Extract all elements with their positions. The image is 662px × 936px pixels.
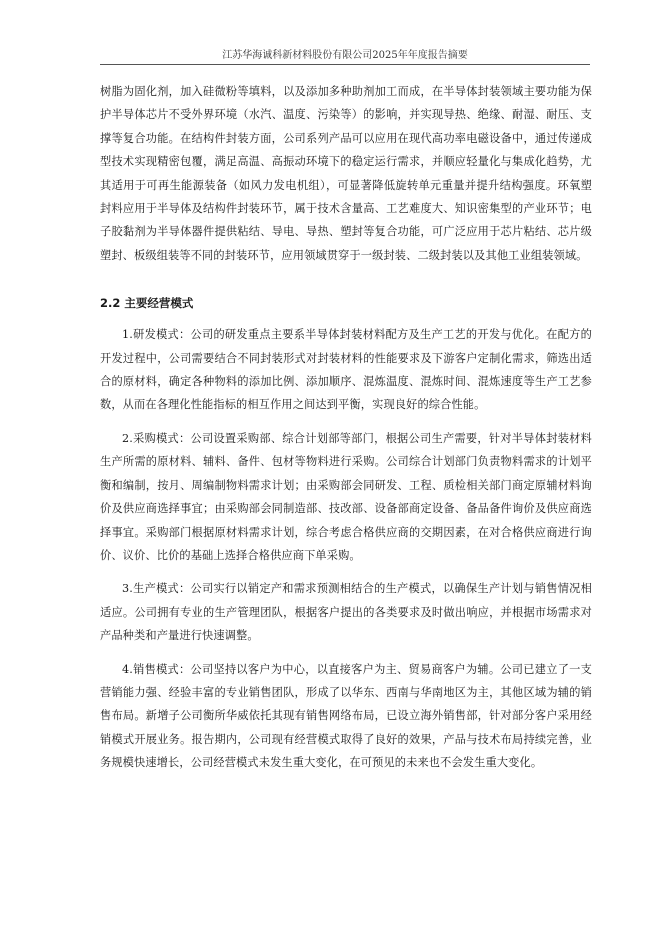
paragraph-rd-model: 1.研发模式：公司的研发重点主要系半导体封装材料配方及生产工艺的开发与优化。在配方的开发过程中，公司需要结合不同封装形式对封装材料的性能要求及下游客户定制化需求，筛选出适合的原材料，确定各种物料的添加比例、添加顺序、混炼温度、混炼时间、混炼速度等生产工艺参数，从而在各理化性能指标的相互作用之间达到平衡，实现良好的综合性能。 xyxy=(100,328,592,412)
paragraph-production-model: 3.生产模式：公司实行以销定产和需求预测相结合的生产模式，以确保生产计划与销售情况相适应。公司拥有专业的生产管理团队，根据客户提出的各类要求及时做出响应，并根据市场需求对产品种类和产量进行快速调整。 xyxy=(100,582,592,643)
intro-paragraph: 树脂为固化剂，加入硅微粉等填料，以及添加多种助剂加工而成，在半导体封装领域主要功能为保护半导体芯片不受外界环境（水汽、温度、污染等）的影响，并实现导热、绝缘、耐湿、耐压、支撑等复合功能。在结构件封装方面，公司系列产品可以应用在现代高功率电磁设备中，通过传递成型技术实现精密包覆，满足高温、高振动环境下的稳定运行需求，并顺应轻量化与集成化趋势，尤其适用于可再生能源装备（如风力发电机组），可显著降低旋转单元重量并提升结构强度。环氧塑封料应用于半导体及结构件封装环节，属于技术含量高、工艺难度大、知识密集型的产业环节；电子胶黏剂为半导体器件提供粘结、导电、导热、塑封等复合功能，可广泛应用于芯片粘结、芯片级塑封、板级组装等不同的封装环节，应用领域贯穿于一级封装、二级封装以及其他工业组装领域。 xyxy=(100,85,592,262)
section-heading: 2.2 主要经营模式 xyxy=(100,296,194,311)
page-header: 江苏华海诚科新材料股份有限公司2025年年度报告摘要 xyxy=(222,50,468,61)
paragraph-sales-model: 4.销售模式：公司坚持以客户为中心，以直接客户为主、贸易商客户为辅。公司已建立了一支营销能力强、经验丰富的专业销售团队，形成了以华东、西南与华南地区为主，其他区域为辅的销售布局。新增子公司衡所华威依托其现有销售网络布局，已设立海外销售部，针对部分客户采用经销模式开展业务。报告期内，公司现有经营模式取得了良好的效果，产品与技术布局持续完善，业务规模快速增长，公司经营模式未发生重大变化，在可预见的未来也不会发生重大变化。 xyxy=(100,662,592,770)
paragraph-procurement-model: 2.采购模式：公司设置采购部、综合计划部等部门，根据公司生产需要，针对半导体封装材料生产所需的原材料、辅料、备件、包材等物料进行采购。公司综合计划部门负责物料需求的计划平衡和编制，按月、周编制物料需求计划；由采购部会同研发、工程、质检相关部门商定原辅材料询价及供应商选择事宜；由采购部会同制造部、技改部、设备部商定设备、备品备件询价及供应商选择事宜。采购部门根据原材料需求计划，综合考虑合格供应商的交期因素，在对合格供应商进行询价、议价、比价的基础上选择合格供应商下单采购。 xyxy=(100,431,592,562)
header-divider xyxy=(100,64,590,65)
document-body xyxy=(100,80,592,775)
